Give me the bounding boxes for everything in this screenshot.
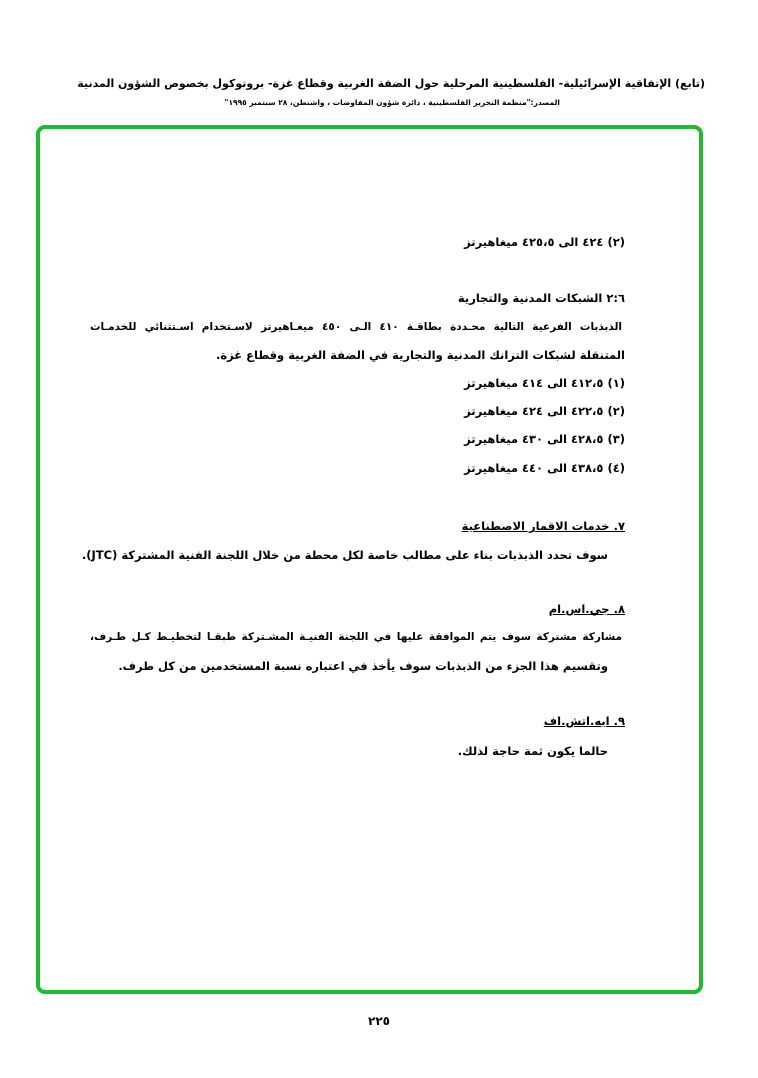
section-heading: ٨. جي.اس.ام — [548, 602, 625, 616]
document-source: المصدر:"منظمة التحرير الفلسطينية ، دائرة شؤون المفاوضات ، واشنطن، ٢٨ سبتمبر ١٩٩٥" — [224, 98, 560, 107]
list-item: (٤) ٤٣٨،٥ الى ٤٤٠ ميغاهيرتز — [464, 461, 625, 475]
list-item: (٢) ٤٢٢،٥ الى ٤٢٤ ميغاهيرتز — [464, 404, 625, 418]
paragraph-line: مشاركة مشتركة سوف يتم الموافقة عليها في اللجنة الفنيـة المشـتركة طبقـا لتخطيـط كـل طـرف، — [90, 631, 622, 643]
list-item: (٣) ٤٢٨،٥ الى ٤٣٠ ميغاهيرتز — [464, 432, 625, 446]
page-number: ٢٢٥ — [368, 1014, 390, 1028]
paragraph-line: الذبذبات الفرعية التالية محـددة بطاقـة ٤١٠ الـى ٤٥٠ ميغـاهيرتز لاسـتخدام اسـتثنائي للخدمـات — [90, 321, 622, 333]
section-heading: ٧. خدمات الاقمار الاصطناعية — [461, 519, 625, 533]
section-heading: ٢:٦ الشبكات المدنية والتجارية — [457, 291, 625, 305]
paragraph-line: المتنقلة لشبكات الترانك المدنية والتجارية في الضفة الغربية وقطاع غزة. — [215, 348, 625, 362]
paragraph-line: وتقسيم هذا الجزء من الذبذبات سوف يأخذ في اعتباره نسبة المستخدمين من كل طرف. — [118, 659, 608, 673]
paragraph-line: سوف تحدد الذبذبات بناء على مطالب خاصة لكل محطة من خلال اللجنة الفنية المشتركة (JTC). — [81, 548, 608, 562]
document-title: (تابع) الإتفاقية الإسرائيلية- الفلسطينية المرحلية حول الضفة الغربية وقطاع غزة- بروتوكول بخصوص الشؤون المدنية — [77, 77, 705, 90]
list-item: (١) ٤١٢،٥ الى ٤١٤ ميغاهيرتز — [464, 376, 625, 390]
section-heading: ٩. ايه.اتش.اف — [543, 714, 625, 728]
paragraph-line: حالما يكون ثمة حاجة لذلك. — [457, 744, 608, 758]
list-item: (٢) ٤٢٤ الى ٤٢٥،٥ ميغاهيرتز — [464, 235, 625, 249]
